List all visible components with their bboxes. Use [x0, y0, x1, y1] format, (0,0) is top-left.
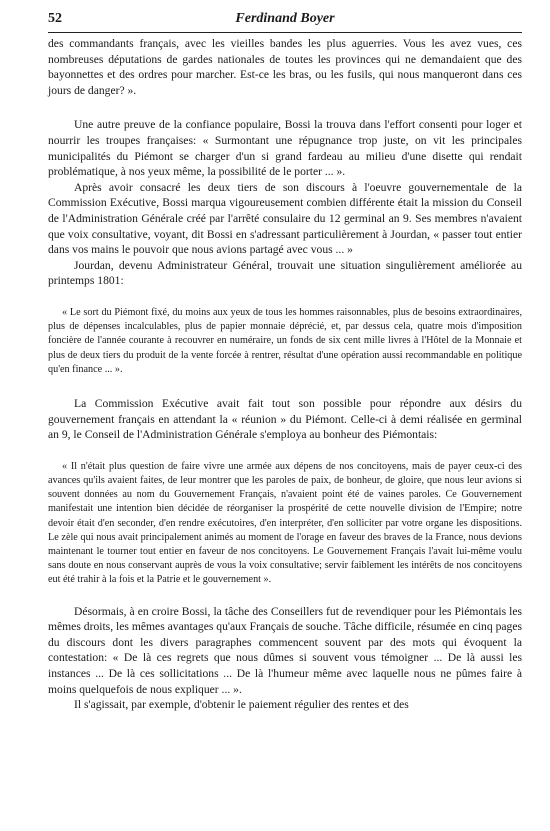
paragraph: Il s'agissait, par exemple, d'obtenir le paiement régulier des rentes et des	[74, 698, 409, 712]
paragraph: La Commission Exécutive avait fait tout son possible pour répondre aux désirs du gouvernement français en attendant la « réunion » du Piémont. Celle-ci à demi réalisée en germinal an 9, le Conseil de l'Administration Générale s'employa au bonheur des Piémontais:	[48, 396, 522, 442]
block-quote: « Le sort du Piémont fixé, du moins aux yeux de tous les hommes raisonnables, plus de besoins extraordinaires, plus de dépenses incalculables, plus de papier monnaie déprécié, et, par dessus cela, quatre mois d'imposition foncière de l'année courante à recouvrer en numéraire, un fonds de six cent mille livres à l'Hôtel de la Monnaie et plus de deux tiers du produit de la vente forcée à rentrer, résultat d'une opération aussi recommandable en politique qu'en finance ... ».	[48, 306, 522, 375]
paragraph: Après avoir consacré les deux tiers de son discours à l'oeuvre gouvernementale de la Commission Exécutive, Bossi marqua vigoureusement combien différente était la mission du Conseil de l'Administration Générale créé par l'arrêté consulaire du 12 germinal an 9. Ses membres n'avaient que voix consultative, voyant, dit Bossi en s'adressant particulièrement à Jourdan, « passer tout entier dans vos mains le pouvoir que nous avions partagé avec vous ... »	[48, 180, 522, 257]
page-header	[48, 10, 522, 33]
paragraph: Une autre preuve de la confiance populaire, Bossi la trouva dans l'effort consenti pour loger et nourrir les troupes françaises: « Surmontant une répugnance trop juste, on vit les principales municipalités du Piémont se charger d'un si grand fardeau au milieu d'une disette qui rendait problématique, à nos yeux même, la possibilité de le porter ... ».	[48, 118, 522, 179]
block-quote: « Il n'était plus question de faire vivre une armée aux dépens de nos concitoyens, mais de payer ceux-ci des avances qu'ils avaient faites, de leur montrer que les paroles de paix, de bonheur, de gloire, que nous leur avions si souvent données au nom du Gouvernement Français, n'avaient point été de vaines paroles. Ce Gouvernement manifestait une intention bien décidée de réorganiser la prospérité de cette nouvelle division de l'Empire; notre devoir était d'en seconder, d'en rendre exécutoires, d'en interpréter, d'en solliciter par votre organe les dispositions. Le zèle qui nous avait principalement animés au moment de l'orage en faveur des braves de la France, nous devions maintenant le tourner tout entier en faveur de nos concitoyens. Le Gouvernement Français l'avait lui-même voulu sans doute en nous conservant auprès de vous la voix consultative; servir faiblement les intérêts de nos concitoyens eut été trahir à la fois et la Patrie et le gouvernement ».	[48, 460, 522, 586]
paragraph-continuation: des commandants français, avec les vieilles bandes les plus aguerries. Vous les avez vues, ces nombreuses députations de gardes nationales de toutes les provinces qui ne demandaient que des bayonnettes et des ordres pour marcher. Est-ce les bras, ou les fusils, qui nous manqueront dans ces jours de danger? ».	[48, 37, 522, 97]
running-head: Ferdinand Boyer	[235, 11, 335, 26]
paragraph: Jourdan, devenu Administrateur Général, trouvait une situation singulièrement améliorée au printemps 1801:	[48, 258, 522, 288]
paragraph: Désormais, à en croire Bossi, la tâche des Conseillers fut de revendiquer pour les Piémontais les mêmes droits, les mêmes avantages qu'aux Français de souche. Tâche difficile, résumée en cinq pages du discours dont les divers paragraphes commencent souvent par des mots qui évoquent la contestation: « De là ces regrets que nous dûmes si souvent vous témoigner ... De là aussi les instances ... De là ces sollicitations ... De là l'humeur même avec laquelle nous ne pûmes faire à moins quelquefois de nous expliquer ... ».	[48, 604, 522, 696]
body-text	[48, 36, 522, 713]
page-number: 52	[48, 11, 62, 26]
